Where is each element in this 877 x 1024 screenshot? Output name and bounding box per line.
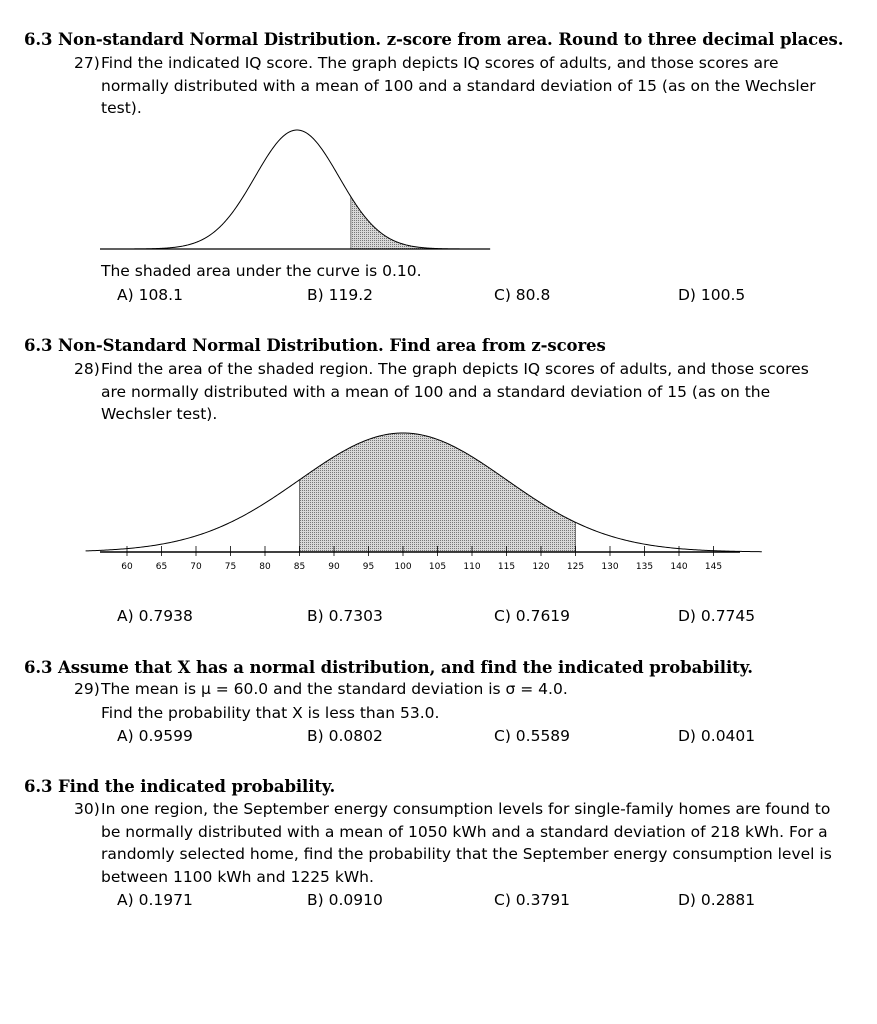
- x-tick-label: 60: [121, 562, 133, 572]
- option-c-27: C) 80.8: [494, 286, 551, 304]
- option-a-29: A) 0.9599: [117, 727, 193, 745]
- option-d-27: D) 100.5: [678, 286, 746, 304]
- option-a-30: A) 0.1971: [117, 891, 193, 909]
- x-tick-label: 75: [224, 562, 237, 572]
- question-number-28: 28): [74, 360, 100, 378]
- option-c-30: C) 0.3791: [494, 891, 571, 909]
- shaded-area-note: The shaded area under the curve is 0.10.: [101, 262, 422, 280]
- question-text-27: Find the indicated IQ score. The graph depicts IQ scores of adults, and those scores are normally distributed with a mean of 100 and a standard deviation of 15 (as on the Wechsler test).: [101, 54, 816, 117]
- question-text-29-line2: Find the probability that X is less than 53.0.: [101, 704, 440, 722]
- question-text-29-line1: The mean is μ = 60.0 and the standard deviation is σ = 4.0.: [101, 680, 568, 698]
- option-a-27: A) 108.1: [117, 286, 183, 304]
- x-tick-label: 140: [670, 562, 688, 572]
- question-29: [74, 680, 568, 698]
- option-c-29: C) 0.5589: [494, 727, 571, 745]
- x-tick-label: 70: [190, 562, 202, 572]
- shaded-region: [300, 433, 576, 552]
- x-tick-label: 125: [566, 562, 585, 572]
- section-heading-29: 6.3 Assume that X has a normal distribution, and find the indicated probability.: [24, 658, 753, 677]
- question-text-28: Find the area of the shaded region. The graph depicts IQ scores of adults, and those scores are normally distributed with a mean of 100 and a standard deviation of 15 (as on the Wechsler test).: [101, 360, 809, 423]
- x-tick-label: 105: [428, 562, 447, 572]
- question-number-30: 30): [74, 800, 100, 818]
- x-tick-label: 90: [328, 562, 340, 572]
- option-c-28: C) 0.7619: [494, 607, 571, 625]
- section-heading-27: 6.3 Non-standard Normal Distribution. z-score from area. Round to three decimal places.: [24, 30, 844, 49]
- section-heading-28: 6.3 Non-Standard Normal Distribution. Find area from z-scores: [24, 336, 606, 355]
- question-number-27: 27): [74, 54, 100, 72]
- x-tick-label: 115: [497, 562, 516, 572]
- option-d-29: D) 0.0401: [678, 727, 756, 745]
- option-b-27: B) 119.2: [307, 286, 373, 304]
- x-tick-label: 95: [362, 562, 375, 572]
- x-tick-label: 85: [293, 562, 306, 572]
- option-b-29: B) 0.0802: [307, 727, 383, 745]
- x-tick-label: 135: [635, 562, 654, 572]
- x-tick-label: 130: [601, 562, 619, 572]
- x-tick-label: 100: [394, 562, 412, 572]
- question-text-30: In one region, the September energy consumption levels for single-family homes are found to be normally distributed with a mean of 1050 kWh and a standard deviation of 218 kWh. For a randomly selected home, find the probability that the September energy consumption level is between 1100 kWh and 1225 kWh.: [101, 800, 832, 886]
- option-b-28: B) 0.7303: [307, 607, 383, 625]
- section-heading-30: 6.3 Find the indicated probability.: [24, 777, 336, 796]
- option-b-30: B) 0.0910: [307, 891, 383, 909]
- question-number-29: 29): [74, 680, 100, 698]
- question-30: [74, 798, 834, 888]
- option-a-28: A) 0.7938: [117, 607, 193, 625]
- option-d-28: D) 0.7745: [678, 607, 756, 625]
- x-tick-label: 145: [704, 562, 723, 572]
- option-d-30: D) 0.2881: [678, 891, 756, 909]
- x-tick-label: 110: [463, 562, 481, 572]
- x-tick-label: 120: [532, 562, 550, 572]
- x-tick-label: 80: [259, 562, 271, 572]
- x-tick-label: 65: [155, 562, 168, 572]
